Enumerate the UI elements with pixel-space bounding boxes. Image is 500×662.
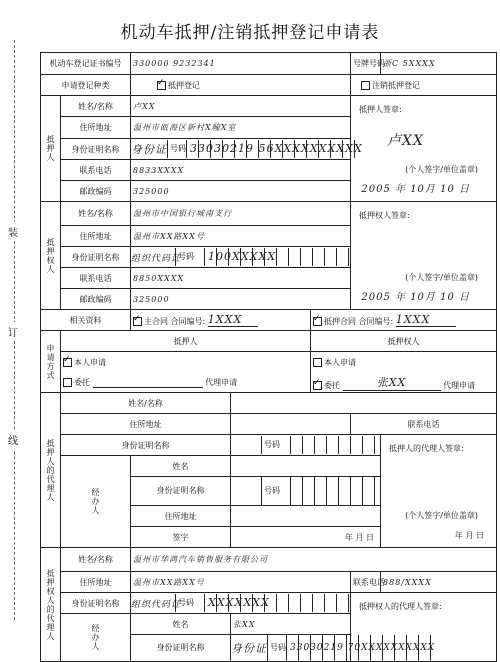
mortgagor-name-label: 姓名/名称 (61, 96, 131, 117)
agent1-signature-label: 抵押人的代理人签章: (389, 444, 464, 453)
cert-number-label: 机动车登记证书编号 (41, 53, 131, 75)
mortgage-contract-number[interactable]: 1XXX (396, 313, 456, 327)
mortgagor-id-label: 身份证明名称 (61, 139, 131, 160)
agent1-id-number[interactable] (290, 436, 380, 454)
agent2-id-number-label: 号码 (175, 594, 204, 612)
mortgagee-phone-value[interactable]: 8850XXXX (131, 268, 351, 289)
agent2-name-value[interactable]: 温州市华鸿汽车销售服务有限公司 (131, 548, 497, 572)
mortgagee-address-label: 住所地址 (61, 226, 131, 247)
mortgagor-signature-box[interactable] (351, 96, 497, 202)
mortgagee-id-number[interactable]: 100XXXXX (204, 248, 350, 266)
mortgage-contract-number-label: 合同编号: (358, 317, 394, 326)
agent1-handler-sign-label: 签字 (131, 527, 231, 548)
agent1-handler-sign-date[interactable]: 年 月 日 (231, 527, 381, 548)
mortgagor-phone-value[interactable]: 8833XXXX (131, 160, 351, 181)
agent1-name-label: 姓名/名称 (61, 393, 231, 414)
agent2-id-type[interactable]: 组织代码证 (131, 599, 182, 610)
checkbox-mortgage-contract[interactable] (313, 317, 322, 326)
agent2-signature-label: 抵押权人的代理人签章: (359, 602, 442, 611)
agent2-handler-id-type[interactable]: 身份证 (231, 642, 267, 655)
agent1-handler-id-number-label: 号码 (261, 477, 290, 505)
mortgagor-zip-label: 邮政编码 (61, 181, 131, 202)
method-mortgagor-self[interactable] (61, 352, 311, 373)
registration-type-label: 申请登记种类 (41, 75, 131, 96)
mortgagee-zip-label: 邮政编码 (61, 289, 131, 310)
mortgagee-address-value[interactable]: 温州市XX路XX号 (131, 226, 351, 247)
mortgagee-self-label: 本人申请 (324, 357, 356, 367)
mortgagor-entrust-label: 委托 (74, 377, 90, 387)
mortgagor-agent-apply-label: 代理申请 (205, 377, 238, 387)
application-form-table (40, 52, 497, 662)
agent2-address-label: 住所地址 (61, 572, 131, 593)
mortgagor-section-label: 抵押人 (41, 96, 61, 202)
checkbox-cancel-registration[interactable] (361, 81, 370, 90)
method-mortgagee-self[interactable] (311, 352, 497, 373)
agent2-handler-name-label: 姓名 (131, 614, 231, 635)
mortgagee-id-number-label: 号码 (175, 248, 204, 266)
agent2-id-label: 身份证明名称 (61, 593, 131, 614)
mortgagor-phone-label: 联系电话 (61, 160, 131, 181)
agent2-handler-id-label: 身份证明名称 (131, 635, 231, 662)
checkbox-mortgagee-self[interactable] (313, 358, 322, 367)
checkbox-main-contract[interactable] (133, 317, 142, 326)
agent1-handler-id-label: 身份证明名称 (131, 477, 231, 506)
mortgagor-id-number[interactable]: 33030219 56XXXXXXXXXX (186, 140, 363, 158)
mortgagee-id-label: 身份证明名称 (61, 247, 131, 268)
form-title: 机动车抵押/注销抵押登记申请表 (120, 23, 380, 43)
mortgagee-zip-value[interactable]: 325000 (131, 289, 351, 310)
agent2-handler-name-value[interactable]: 张XX (231, 614, 351, 635)
agent1-id-number-label: 号码 (261, 436, 290, 454)
mortgagee-agent-apply-label: 代理申请 (443, 380, 476, 390)
method-mortgagor-header: 抵押人 (61, 331, 311, 352)
agent2-signature-box[interactable] (351, 593, 497, 662)
mortgagor-id-number-label: 号码 (167, 140, 186, 158)
agent2-phone-value[interactable]: 888/XXXX (381, 572, 497, 593)
mortgagor-name-value[interactable]: 卢XX (131, 96, 351, 117)
agent1-handler-name-label: 姓名 (131, 456, 231, 477)
mortgagee-name-label: 姓名/名称 (61, 202, 131, 226)
mortgagee-agent-name[interactable]: 张XX (343, 374, 441, 391)
mortgagor-signature-note: (个人签字/单位盖章) (405, 165, 479, 174)
agent2-phone-label: 联系电话 (351, 572, 381, 593)
agent1-id-label: 身份证明名称 (61, 435, 231, 456)
mortgagor-signature-date: 2005 年 10月 10 日 (361, 184, 471, 195)
mortgagor-signature-label: 抵押人签章: (359, 105, 402, 114)
binding-label-zhuang: 装 (8, 222, 18, 241)
option-cancel-label: 注销抵押登记 (372, 80, 421, 90)
agent1-signature-box[interactable] (381, 435, 497, 548)
checkbox-mortgagor-entrust[interactable] (63, 378, 72, 387)
mortgagee-signature-date: 2005 年 10月 10 日 (361, 292, 471, 303)
agent1-signature-note: (个人签字/单位盖章) (405, 511, 479, 520)
mortgagor-address-value[interactable]: 温州市瓯海区新村X幢X室 (131, 117, 351, 139)
agent1-phone-label: 联系电话 (351, 414, 497, 435)
plate-number-value[interactable]: 浙C 5XXXX (381, 53, 497, 75)
agent1-handler-name-value[interactable] (231, 456, 381, 477)
mortgagee-signature-note: (个人签字/单位盖章) (405, 273, 479, 282)
mortgagee-name-value[interactable]: 温州市中国银行城南支行 (131, 202, 351, 226)
mortgagor-self-label: 本人申请 (74, 357, 106, 367)
mortgagor-agent-section-label: 抵押人的代理人 (41, 393, 61, 548)
main-contract-field[interactable] (131, 310, 311, 331)
mortgagor-zip-value[interactable]: 325000 (131, 181, 351, 202)
mortgagor-signature: 卢XX (387, 133, 424, 149)
main-contract-label: 主合同 (144, 317, 168, 326)
method-mortgagee-entrust[interactable] (311, 372, 497, 393)
main-contract-number[interactable]: 1XXX (208, 313, 258, 327)
agent1-address-label: 住所地址 (61, 414, 231, 435)
mortgagee-agent-section-label: 抵押权人的代理人 (41, 548, 61, 662)
checkbox-mortgage-registration[interactable] (157, 81, 166, 90)
agent2-id-number[interactable]: XXXXXXX (204, 594, 350, 612)
mortgagor-agent-line[interactable] (93, 387, 203, 388)
agent1-handler-id-number[interactable] (290, 477, 380, 505)
agent2-name-label: 姓名/名称 (61, 548, 131, 572)
binding-label-xian: 线 (8, 430, 18, 449)
main-contract-number-label: 合同编号: (170, 317, 206, 326)
cert-number-value[interactable]: 330000 9232341 (131, 53, 351, 75)
mortgagee-signature-label: 抵押权人签章: (359, 211, 410, 220)
agent2-handler-id-number-label: 号码 (267, 635, 286, 661)
agent2-address-value[interactable]: 温州市XX路XX号 (131, 572, 351, 593)
binding-label-ding: 订 (8, 322, 18, 341)
checkbox-mortgagor-self[interactable] (63, 358, 72, 367)
agent1-handler-address-label: 住所地址 (131, 506, 231, 527)
agent2-handler-label: 经办人 (61, 614, 131, 662)
option-mortgage-registration[interactable] (131, 75, 351, 96)
mortgagee-phone-label: 联系电话 (61, 268, 131, 289)
mortgagee-id-type[interactable]: 组织代码证 (131, 253, 182, 264)
method-mortgagor-entrust[interactable] (61, 372, 311, 393)
mortgage-contract-field[interactable] (311, 310, 497, 331)
agent1-handler-address-value[interactable] (231, 506, 381, 527)
mortgagor-address-label: 住所地址 (61, 117, 131, 139)
related-materials-label: 相关资料 (41, 310, 131, 331)
agent2-handler-id-number[interactable]: 33030219 70XXXXXXXXXX (286, 635, 435, 661)
agent1-signature-date: 年 月 日 (454, 531, 485, 540)
agent1-handler-label: 经办人 (61, 456, 131, 548)
method-mortgagee-header: 抵押权人 (311, 331, 497, 352)
plate-number-label: 号牌号码 (351, 53, 381, 75)
checkbox-mortgagee-entrust[interactable] (313, 381, 322, 390)
mortgagee-section-label: 抵押权人 (41, 202, 61, 310)
agent1-address-value[interactable] (231, 414, 351, 435)
application-method-label: 申请方式 (41, 331, 61, 393)
mortgagee-signature-box[interactable] (351, 202, 497, 310)
option-cancel-registration[interactable] (351, 75, 497, 96)
mortgagee-entrust-label: 委托 (324, 380, 340, 390)
option-mortgage-label: 抵押登记 (168, 80, 200, 90)
mortgagor-id-type[interactable]: 身份证 (131, 143, 167, 156)
mortgage-contract-label: 抵押合同 (324, 317, 356, 326)
agent1-name-value[interactable] (231, 393, 497, 414)
